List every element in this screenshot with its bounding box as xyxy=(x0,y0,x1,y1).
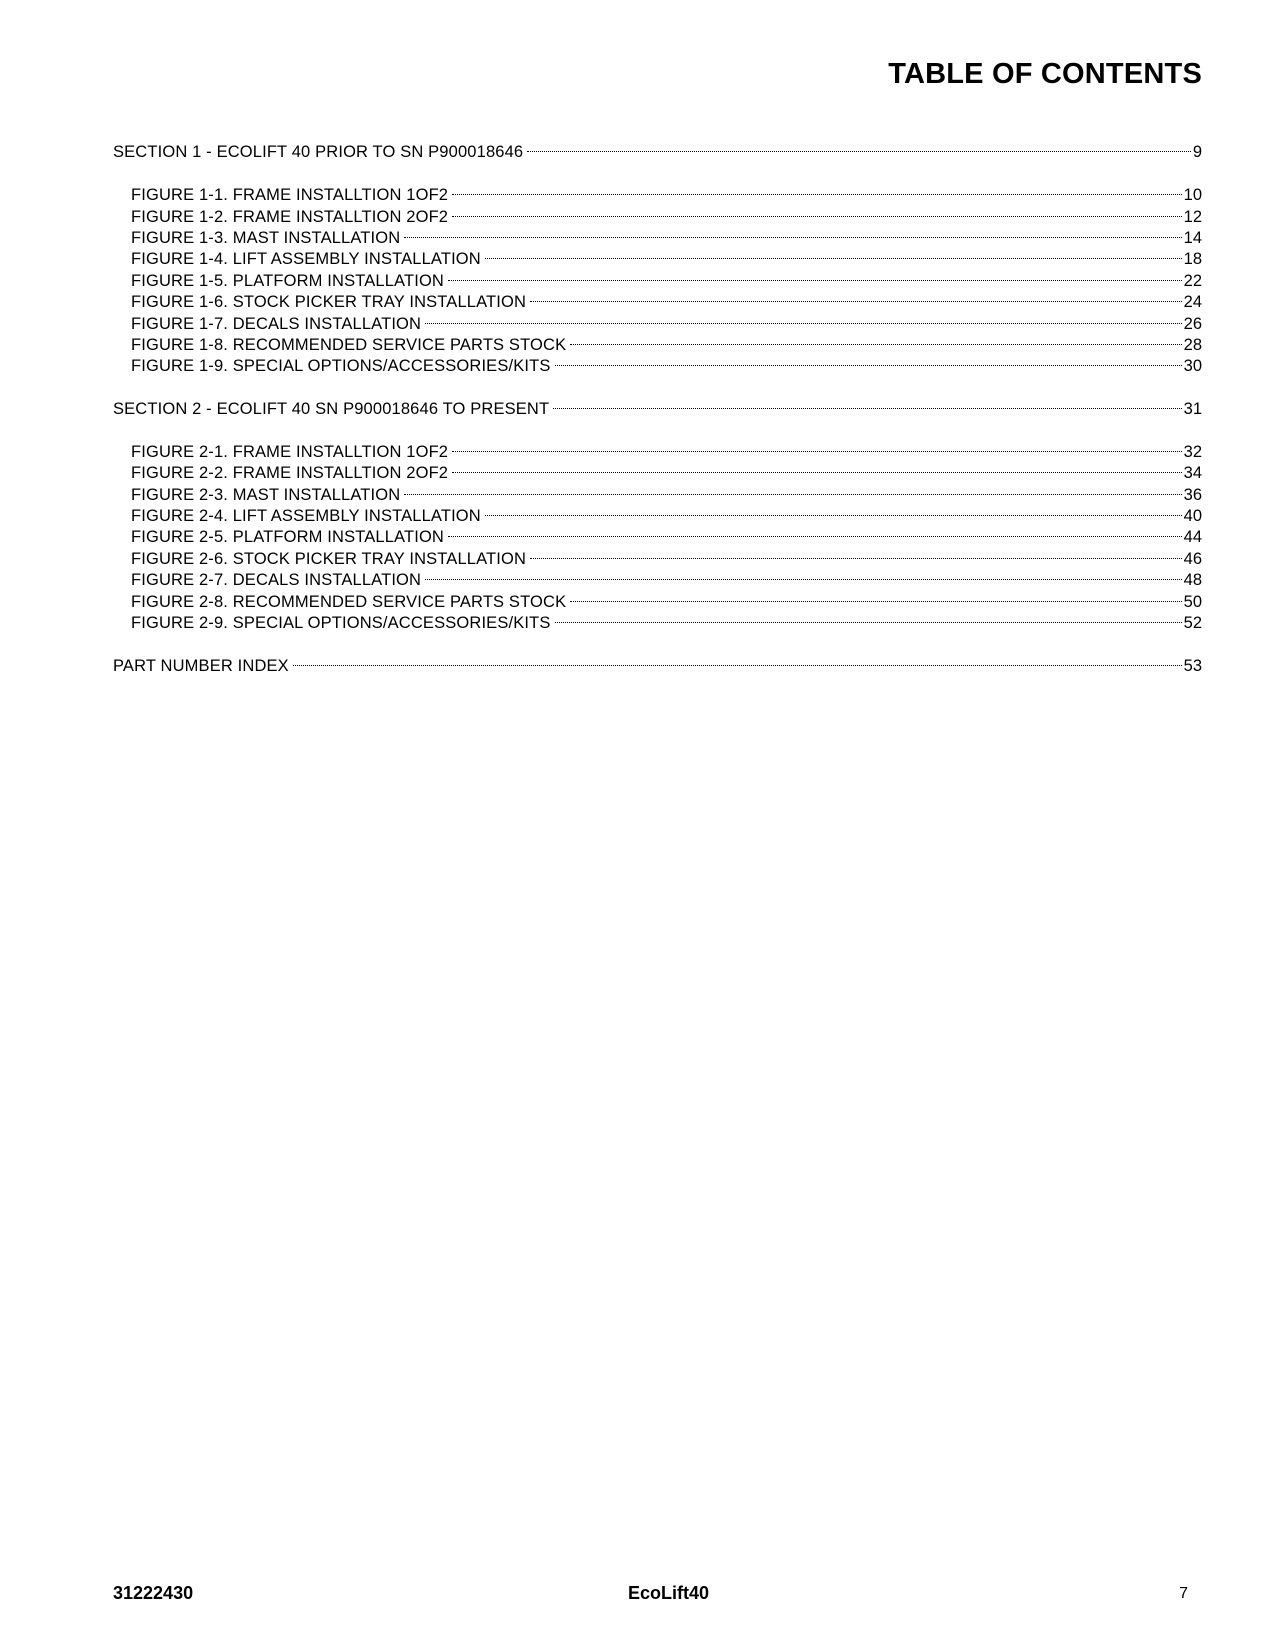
toc-entry-page: 52 xyxy=(1183,613,1202,628)
dot-leader xyxy=(452,200,1182,221)
dot-leader xyxy=(425,307,1182,328)
dot-leader xyxy=(555,607,1182,628)
dot-leader xyxy=(530,542,1182,563)
toc-entry-page: 28 xyxy=(1183,335,1202,350)
toc-entry-label: FIGURE 1-8. RECOMMENDED SERVICE PARTS STOCK xyxy=(131,335,567,350)
toc-entry-label: FIGURE 2-4. LIFT ASSEMBLY INSTALLATION xyxy=(131,507,481,522)
dot-leader xyxy=(570,329,1181,350)
toc-entry-page: 32 xyxy=(1183,442,1202,457)
toc-entry-label: SECTION 1 - ECOLIFT 40 PRIOR TO SN P900018646 xyxy=(113,143,524,158)
dot-leader xyxy=(530,286,1182,307)
toc-entry-label: FIGURE 1-3. MAST INSTALLATION xyxy=(131,228,401,243)
toc-entry-page: 53 xyxy=(1183,656,1202,671)
toc-entry-figure-1-9[interactable] xyxy=(113,350,1202,371)
toc-entry-page: 30 xyxy=(1183,357,1202,372)
toc-entry-label: FIGURE 2-1. FRAME INSTALLTION 1OF2 xyxy=(131,442,449,457)
toc-entry-label: FIGURE 1-4. LIFT ASSEMBLY INSTALLATION xyxy=(131,250,481,265)
toc-entry-page: 46 xyxy=(1183,549,1202,564)
toc-entry-label: FIGURE 2-8. RECOMMENDED SERVICE PARTS STOCK xyxy=(131,592,567,607)
toc-entry-page: 48 xyxy=(1183,571,1202,586)
toc-entry-figure-1-5[interactable] xyxy=(113,264,1202,285)
toc-entry-page: 34 xyxy=(1183,464,1202,479)
toc-entry-label: FIGURE 1-9. SPECIAL OPTIONS/ACCESSORIES/KITS xyxy=(131,357,551,372)
toc-entry-figure-1-7[interactable] xyxy=(113,307,1202,328)
toc-entry-figure-2-2[interactable] xyxy=(113,457,1202,478)
footer-doc-number: 31222430 xyxy=(113,1583,194,1603)
dot-leader xyxy=(425,564,1182,585)
toc-entry-figure-2-8[interactable] xyxy=(113,585,1202,606)
dot-leader xyxy=(555,350,1182,371)
page-title: TABLE OF CONTENTS xyxy=(888,58,1202,90)
toc-entry-figure-2-3[interactable] xyxy=(113,478,1202,499)
toc-entry-label: FIGURE 1-2. FRAME INSTALLTION 2OF2 xyxy=(131,207,449,222)
dot-leader xyxy=(452,435,1182,456)
toc-entry-label: FIGURE 2-7. DECALS INSTALLATION xyxy=(131,571,422,586)
toc-entry-label: FIGURE 1-5. PLATFORM INSTALLATION xyxy=(131,271,444,286)
toc-entry-page: 50 xyxy=(1183,592,1202,607)
dot-leader xyxy=(527,136,1191,157)
toc-entry-page: 12 xyxy=(1183,207,1202,222)
toc-entry-page: 22 xyxy=(1183,271,1202,286)
footer-product-name: EcoLift40 xyxy=(628,1583,710,1603)
toc-entry-figure-2-6[interactable] xyxy=(113,542,1202,563)
toc-entry-label: FIGURE 2-9. SPECIAL OPTIONS/ACCESSORIES/KITS xyxy=(131,613,551,628)
toc-entry-label: FIGURE 2-2. FRAME INSTALLTION 2OF2 xyxy=(131,464,449,479)
dot-leader xyxy=(485,500,1182,521)
dot-leader xyxy=(570,585,1181,606)
toc-entry-label: FIGURE 1-1. FRAME INSTALLTION 1OF2 xyxy=(131,186,449,201)
toc-entry-figure-2-7[interactable] xyxy=(113,564,1202,585)
toc-entry-figure-2-1[interactable] xyxy=(113,435,1202,456)
toc-entry-label: FIGURE 1-6. STOCK PICKER TRAY INSTALLATION xyxy=(131,293,527,308)
toc-entry-figure-1-3[interactable] xyxy=(113,222,1202,243)
footer-page-number: 7 xyxy=(1179,1585,1188,1602)
toc-entry-figure-1-8[interactable] xyxy=(113,329,1202,350)
dot-leader xyxy=(448,264,1182,285)
toc-entry-page: 36 xyxy=(1183,485,1202,500)
toc-entry-figure-2-5[interactable] xyxy=(113,521,1202,542)
toc-entry-label: SECTION 2 - ECOLIFT 40 SN P900018646 TO PRESENT xyxy=(113,400,550,415)
dot-leader xyxy=(404,478,1181,499)
toc-entry-page: 9 xyxy=(1192,143,1202,158)
toc-entry-page: 26 xyxy=(1183,314,1202,329)
toc-entry-page: 10 xyxy=(1183,186,1202,201)
toc-entry-figure-1-6[interactable] xyxy=(113,286,1202,307)
toc-entry-page: 31 xyxy=(1183,400,1202,415)
toc-entry-figure-1-4[interactable] xyxy=(113,243,1202,264)
toc-entry-page: 24 xyxy=(1183,293,1202,308)
table-of-contents xyxy=(113,136,1202,671)
toc-entry-figure-2-4[interactable] xyxy=(113,500,1202,521)
dot-leader xyxy=(448,521,1182,542)
toc-entry-section-1[interactable] xyxy=(113,136,1202,157)
toc-entry-page: 18 xyxy=(1183,250,1202,265)
dot-leader xyxy=(452,179,1182,200)
toc-entry-figure-1-1[interactable] xyxy=(113,179,1202,200)
toc-entry-page: 14 xyxy=(1183,228,1202,243)
dot-leader xyxy=(404,222,1181,243)
toc-entry-label: FIGURE 2-5. PLATFORM INSTALLATION xyxy=(131,528,444,543)
dot-leader xyxy=(293,649,1182,670)
toc-entry-label: FIGURE 2-3. MAST INSTALLATION xyxy=(131,485,401,500)
toc-entry-label: FIGURE 1-7. DECALS INSTALLATION xyxy=(131,314,422,329)
toc-entry-part-number-index[interactable] xyxy=(113,649,1202,670)
toc-entry-page: 44 xyxy=(1183,528,1202,543)
page-footer xyxy=(0,1583,1275,1607)
dot-leader xyxy=(553,393,1181,414)
toc-entry-section-2[interactable] xyxy=(113,393,1202,414)
dot-leader xyxy=(485,243,1182,264)
toc-entry-figure-1-2[interactable] xyxy=(113,200,1202,221)
toc-entry-label: FIGURE 2-6. STOCK PICKER TRAY INSTALLATION xyxy=(131,549,527,564)
toc-entry-page: 40 xyxy=(1183,507,1202,522)
dot-leader xyxy=(452,457,1182,478)
toc-entry-figure-2-9[interactable] xyxy=(113,607,1202,628)
toc-entry-label: PART NUMBER INDEX xyxy=(113,656,289,671)
